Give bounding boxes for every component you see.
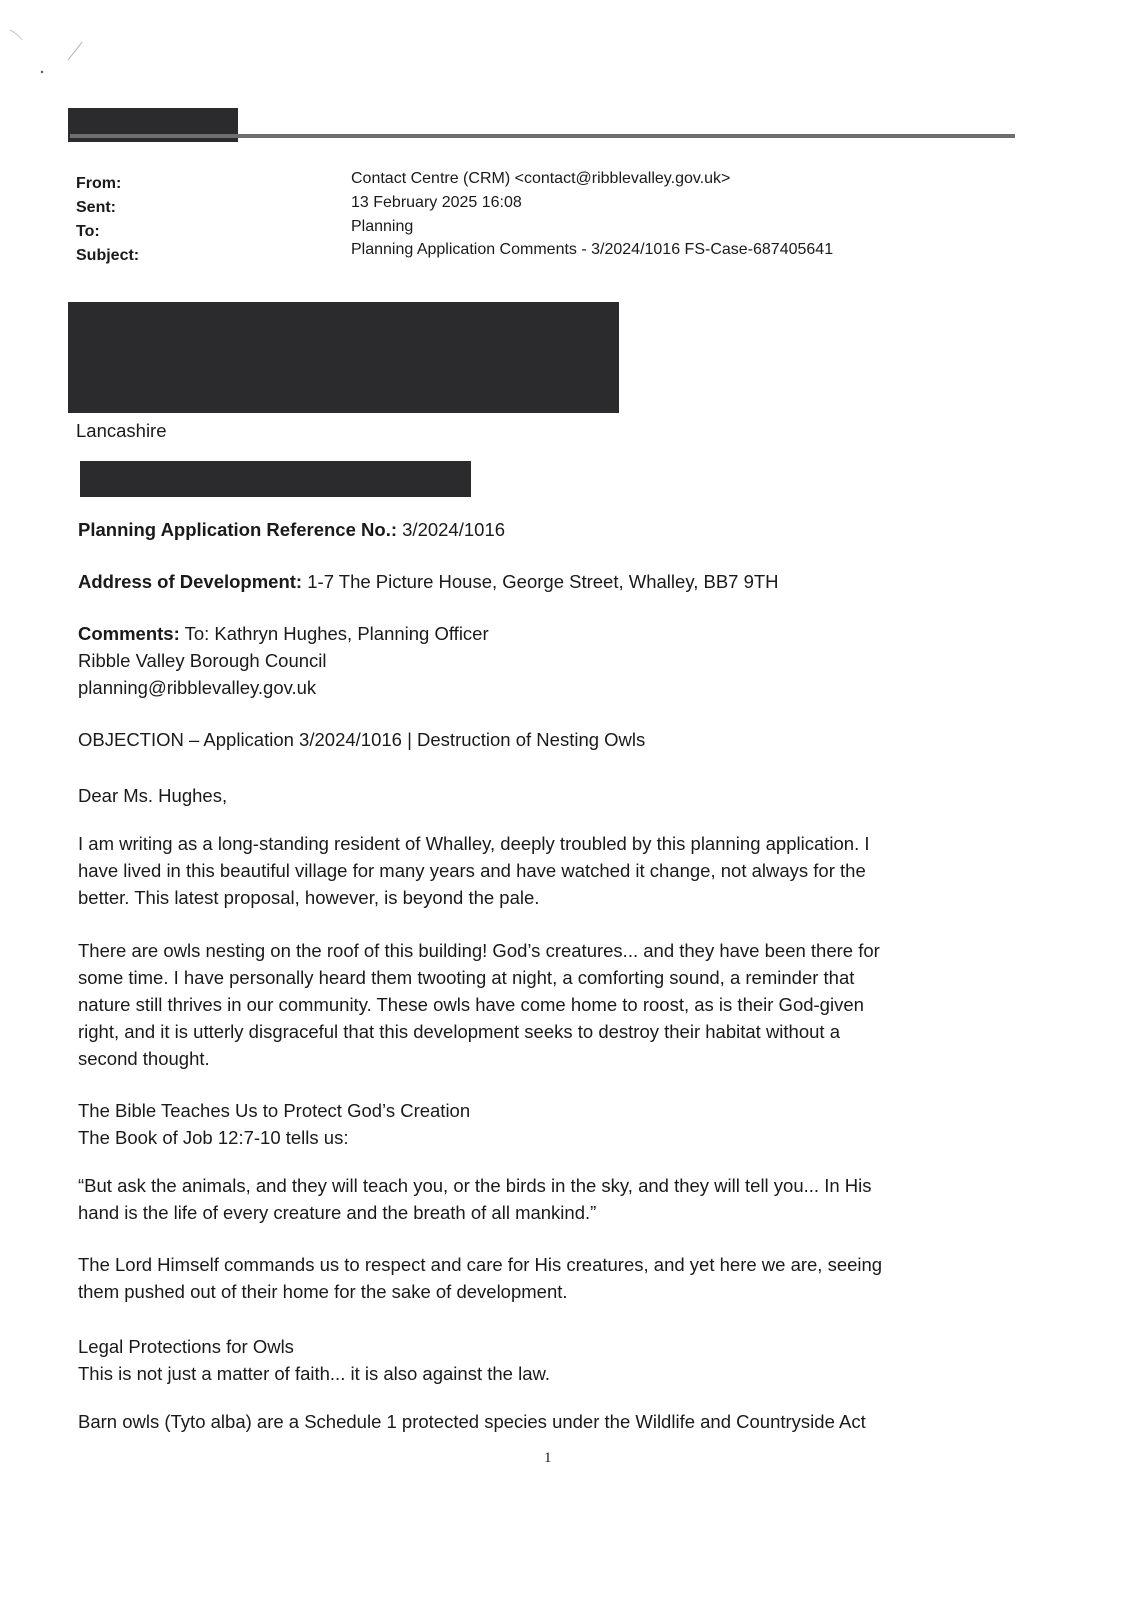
- comments-recipient: To: Kathryn Hughes, Planning Officer: [184, 623, 489, 644]
- paragraph-2-line-5: second thought.: [78, 1048, 210, 1069]
- redacted-email: [80, 461, 471, 497]
- development-address-line: [78, 568, 779, 595]
- quote-line-1: “But ask the animals, and they will teach you, or the birds in the sky, and they will tell you... In His: [78, 1175, 872, 1196]
- redacted-address: [68, 302, 619, 413]
- sent-label: Sent:: [76, 199, 116, 216]
- paragraph-4-line-1: Barn owls (Tyto alba) are a Schedule 1 protected species under the Wildlife and Countryside Act: [78, 1411, 866, 1432]
- comments-label: Comments:: [78, 623, 180, 644]
- page-number: 1: [544, 1450, 552, 1466]
- paragraph-2-line-1: There are owls nesting on the roof of this building! God’s creatures... and they have been there for: [78, 940, 880, 961]
- scan-mark: [8, 20, 88, 80]
- paragraph-2-line-3: nature still thrives in our community. These owls have come home to roost, as is their God-given: [78, 994, 864, 1015]
- quote-line-2: hand is the life of every creature and the breath of all mankind.”: [78, 1202, 597, 1223]
- paragraph-3-line-1: The Lord Himself commands us to respect and care for His creatures, and yet here we are, seeing: [78, 1254, 883, 1275]
- salutation: Dear Ms. Hughes,: [78, 785, 228, 806]
- from-label: From:: [76, 175, 122, 192]
- sent-value: 13 February 2025 16:08: [351, 194, 522, 211]
- subject-value: Planning Application Comments - 3/2024/1016 FS-Case-687405641: [351, 241, 834, 258]
- address-county: Lancashire: [76, 420, 167, 441]
- reference-line: [78, 516, 505, 543]
- paragraph-1-line-2: have lived in this beautiful village for many years and have watched it change, not always for the: [78, 860, 866, 881]
- paragraph-2-line-4: right, and it is utterly disgraceful that this development seeks to destroy their habitat without a: [78, 1021, 840, 1042]
- legal-heading: Legal Protections for Owls: [78, 1336, 294, 1357]
- council-name: Ribble Valley Borough Council: [78, 650, 327, 671]
- paragraph-2-line-2: some time. I have personally heard them twooting at night, a comforting sound, a reminder that: [78, 967, 855, 988]
- development-address-label: Address of Development:: [78, 571, 303, 592]
- legal-line: This is not just a matter of faith... it is also against the law.: [78, 1363, 550, 1384]
- to-label: To:: [76, 223, 100, 240]
- header-rule: [70, 134, 1015, 138]
- bible-heading: The Bible Teaches Us to Protect God’s Creation: [78, 1100, 471, 1121]
- subject-label: Subject:: [76, 247, 140, 264]
- bible-reference: The Book of Job 12:7-10 tells us:: [78, 1127, 349, 1148]
- to-value: Planning: [351, 218, 414, 235]
- comments-line: [78, 620, 489, 647]
- paragraph-1-line-1: I am writing as a long-standing resident of Whalley, deeply troubled by this planning application. I: [78, 833, 870, 854]
- planning-email: planning@ribblevalley.gov.uk: [78, 677, 317, 698]
- paragraph-1-line-3: better. This latest proposal, however, is beyond the pale.: [78, 887, 540, 908]
- from-value: Contact Centre (CRM) <contact@ribblevalley.gov.uk>: [351, 170, 731, 187]
- development-address-value: 1-7 The Picture House, George Street, Whalley, BB7 9TH: [307, 571, 779, 592]
- objection-heading: OBJECTION – Application 3/2024/1016 | Destruction of Nesting Owls: [78, 729, 646, 750]
- reference-value: 3/2024/1016: [402, 519, 506, 540]
- reference-label: Planning Application Reference No.:: [78, 519, 397, 540]
- paragraph-3-line-2: them pushed out of their home for the sake of development.: [78, 1281, 568, 1302]
